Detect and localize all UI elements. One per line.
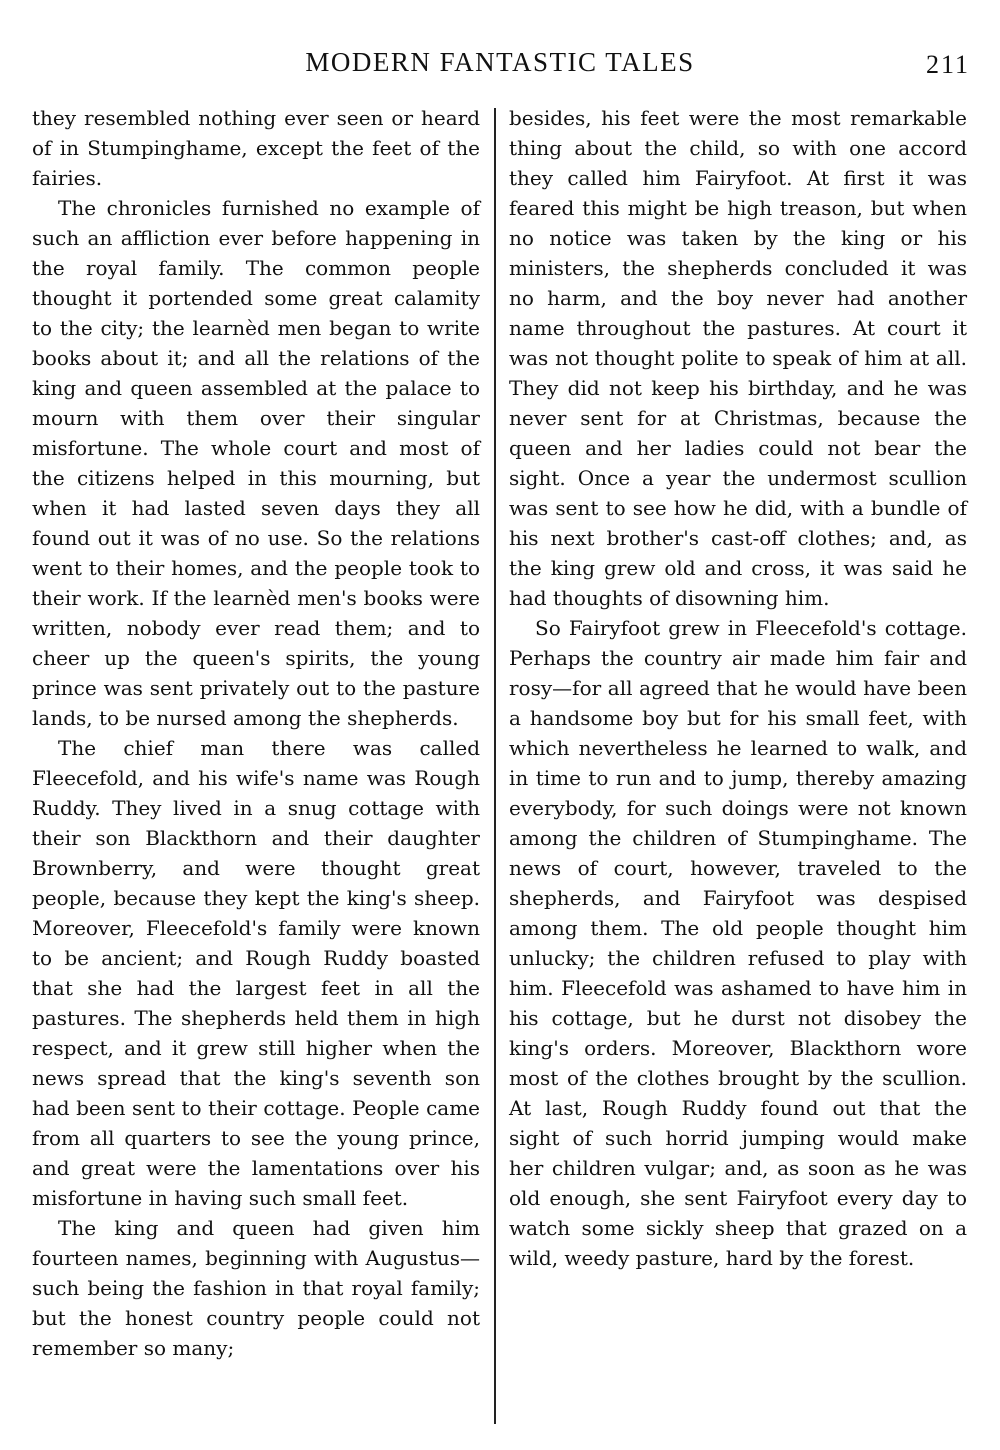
- paragraph: they resembled nothing ever seen or heard of in Stumpinghame, except the feet of the fairies.: [32, 106, 480, 190]
- paragraph: So Fairyfoot grew in Fleecefold's cottage. Perhaps the country air made him fair and rosy—for all agreed that he would have been a handsome boy but for his small feet, with which nevertheless he learned to walk, and in time to run and to jump, thereby amazing everybody, for such doings were not known among the children of Stumpinghame. The news of court, however, traveled to the shepherds, and Fairyfoot was despised among them. The old people thought him unlucky; the children refused to play with him. Fleecefold was ashamed to have him in his cottage, but he durst not disobey the king's orders. Moreover, Blackthorn wore most of the clothes brought by the scullion. At last, Rough Ruddy found out that the sight of such horrid jumping would make her children vulgar; and, as soon as he was old enough, she sent Fairyfoot every day to watch some sickly sheep that grazed on a wild, weedy pasture, hard by the forest.: [509, 616, 967, 1270]
- column-divider: [494, 108, 496, 1424]
- paragraph: The chief man there was called Fleecefold, and his wife's name was Rough Ruddy. They lived in a snug cottage with their son Blackthorn and their daughter Brownberry, and were thought great people, because they kept the king's sheep. Moreover, Fleecefold's family were known to be ancient; and Rough Ruddy boasted that she had the largest feet in all the pastures. The shepherds held them in high respect, and it grew still higher when the news spread that the king's seventh son had been sent to their cottage. People came from all quarters to see the young prince, and great were the lamentations over his misfortune in having such small feet.: [32, 736, 480, 1210]
- running-title: MODERN FANTASTIC TALES: [305, 47, 695, 77]
- paragraph: besides, his feet were the most remarkable thing about the child, so with one accord they called him Fairyfoot. At first it was feared this might be high treason, but when no notice was taken by the king or his ministers, the shepherds concluded it was no harm, and the boy never had another name throughout the pastures. At court it was not thought polite to speak of him at all. They did not keep his birthday, and he was never sent for at Christmas, because the queen and her ladies could not bear the sight. Once a year the undermost scullion was sent to see how he did, with a bundle of his next brother's cast-off clothes; and, as the king grew old and cross, it was said he had thoughts of disowning him.: [509, 106, 967, 610]
- page-number: 211: [925, 50, 970, 79]
- left-column: [32, 103, 480, 1363]
- right-column: [509, 103, 967, 1273]
- paragraph: The chronicles furnished no example of such an affliction ever before happening in the royal family. The common people thought it portended some great calamity to the city; the learnèd men began to write books about it; and all the relations of the king and queen assembled at the palace to mourn with them over their singular misfortune. The whole court and most of the citizens helped in this mourning, but when it had lasted seven days they all found out it was of no use. So the relations went to their homes, and the people took to their work. If the learnèd men's books were written, nobody ever read them; and to cheer up the queen's spirits, the young prince was sent privately out to the pasture lands, to be nursed among the shepherds.: [32, 196, 480, 730]
- paragraph: The king and queen had given him fourteen names, beginning with Augustus—such being the fashion in that royal family; but the honest country people could not remember so many;: [32, 1216, 480, 1360]
